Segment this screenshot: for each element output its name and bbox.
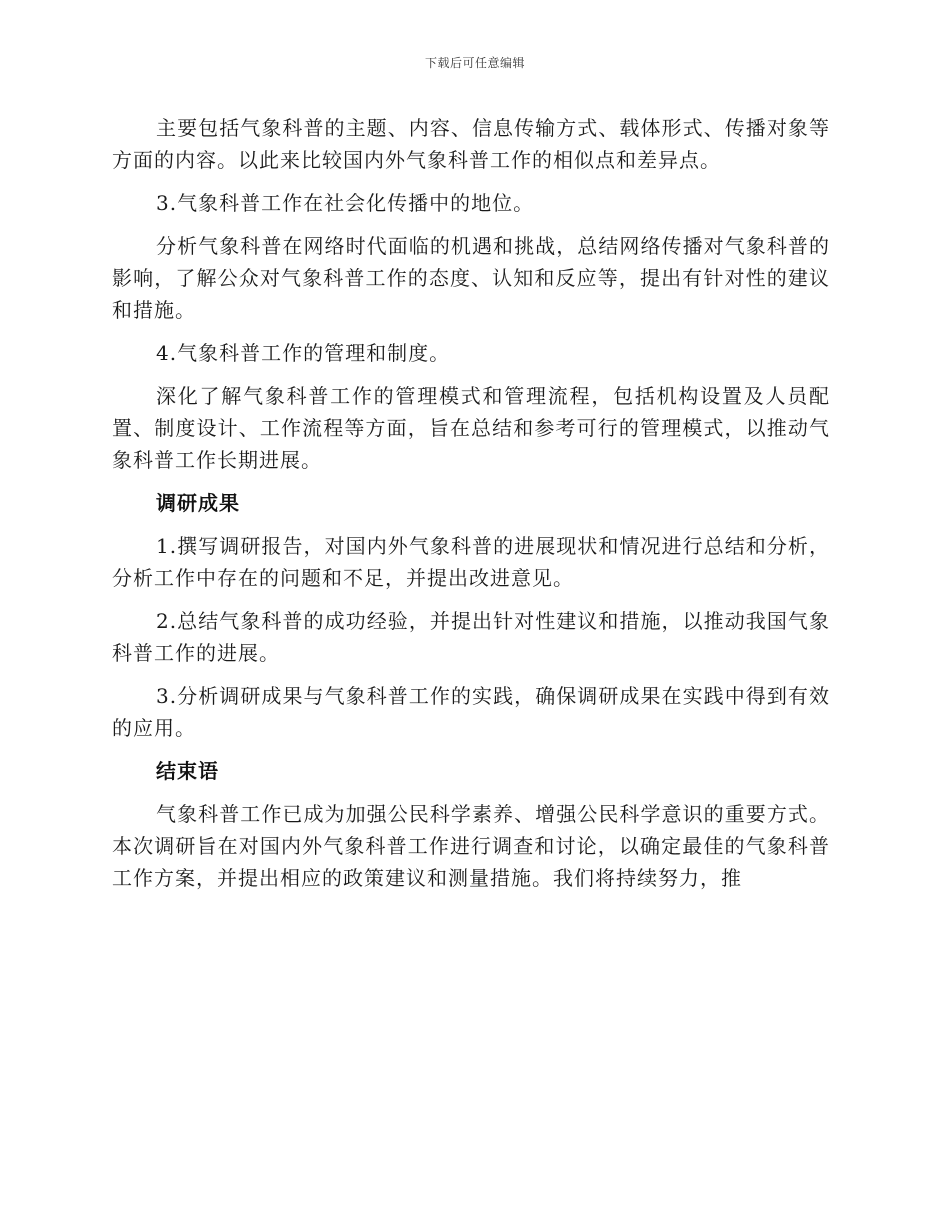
- paragraph-management: 深化了解气象科普工作的管理模式和管理流程，包括机构设置及人员配置、制度设计、工作流程等方面，旨在总结和参考可行的管理模式，以推动气象科普工作长期进展。: [112, 384, 830, 472]
- paragraph-result-1: 1.撰写调研报告，对国内外气象科普的进展现状和情况进行总结和分析，分析工作中存在的问题和不足，并提出改进意见。: [112, 534, 830, 590]
- paragraph-research-content: 主要包括气象科普的主题、内容、信息传输方式、载体形式、传播对象等方面的内容。以此来比较国内外气象科普工作的相似点和差异点。: [112, 116, 830, 172]
- paragraph-network-analysis: 分析气象科普在网络时代面临的机遇和挑战，总结网络传播对气象科普的影响，了解公众对气象科普工作的态度、认知和反应等，提出有针对性的建议和措施。: [112, 234, 830, 322]
- paragraph-conclusion: 气象科普工作已成为加强公民科学素养、增强公民科学意识的重要方式。本次调研旨在对国内外气象科普工作进行调查和讨论，以确定最佳的气象科普工作方案，并提出相应的政策建议和测量措施。我们将持续努力，推: [112, 802, 830, 890]
- paragraph-result-2: 2.总结气象科普的成功经验，并提出针对性建议和措施，以推动我国气象科普工作的进展。: [112, 609, 830, 665]
- section-heading-results: 调研成果: [156, 491, 240, 515]
- paragraph-item-4-title: 4.气象科普工作的管理和制度。: [156, 341, 451, 365]
- paragraph-item-3-title: 3.气象科普工作在社会化传播中的地位。: [156, 191, 535, 215]
- section-heading-conclusion: 结束语: [156, 759, 219, 783]
- document-body: [112, 112, 830, 905]
- paragraph-result-3: 3.分析调研成果与气象科普工作的实践，确保调研成果在实践中得到有效的应用。: [112, 684, 830, 740]
- page-header-note: 下载后可任意编辑: [424, 56, 525, 70]
